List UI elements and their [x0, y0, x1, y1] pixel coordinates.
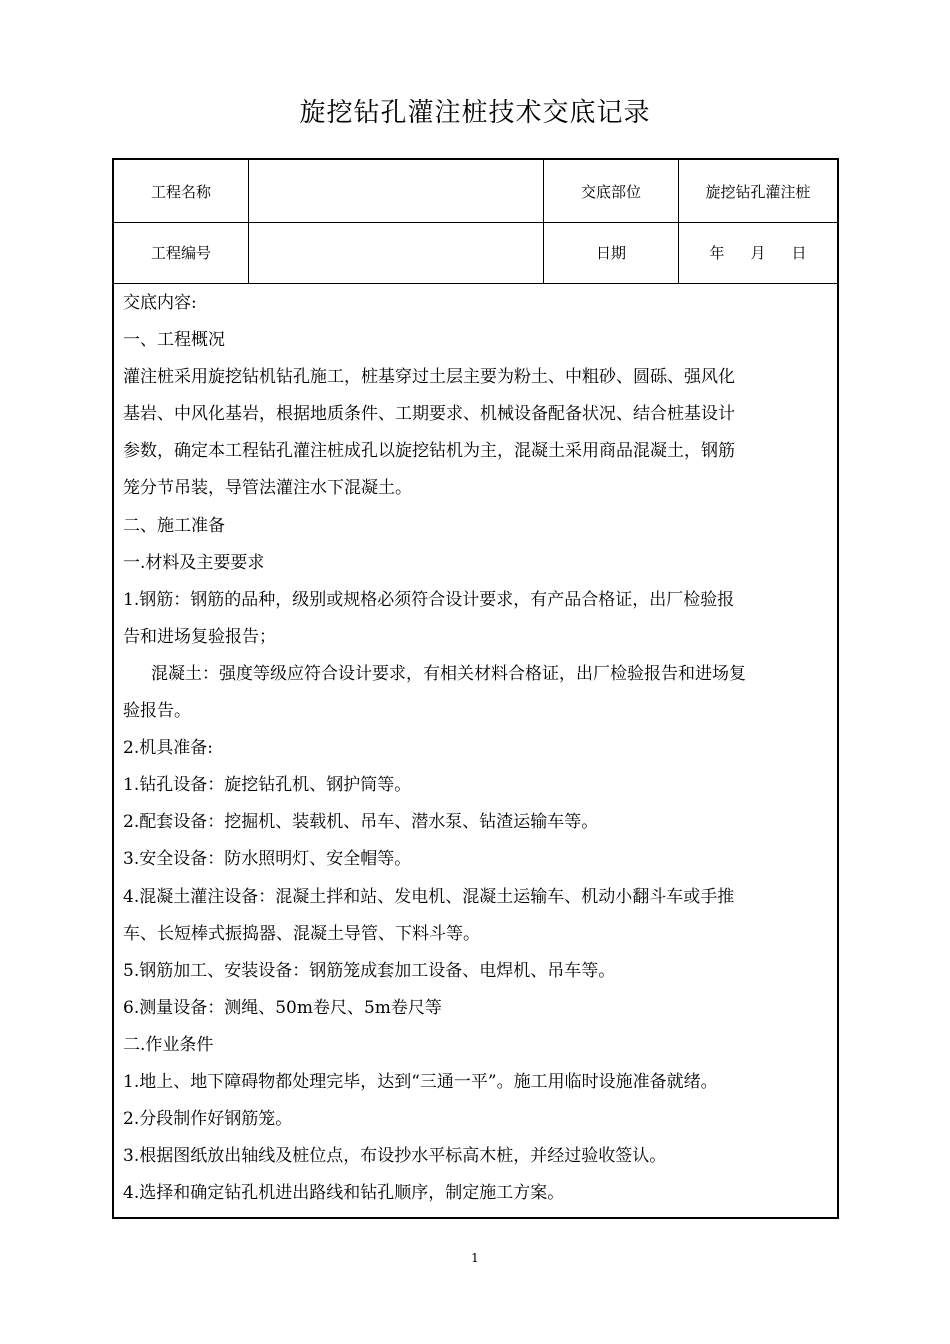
content-line: 验报告。: [123, 701, 191, 722]
disclosure-part-value: 旋挖钻孔灌注桩: [705, 182, 811, 201]
project-number-field[interactable]: [249, 222, 544, 283]
header-row-project-name: [114, 160, 837, 223]
disclosure-part-label: 交底部位: [544, 160, 679, 222]
project-name-field[interactable]: [249, 160, 544, 222]
content-line: 3.安全设备：防水照明灯、安全帽等。: [123, 849, 412, 870]
content-line: 灌注桩采用旋挖钻机钻孔施工，桩基穿过土层主要为粉土、中粗砂、圆砾、强风化: [123, 367, 735, 388]
content-line: 6.测量设备：测绳、50m卷尺、5m卷尺等: [123, 997, 442, 1018]
content-line: 混凝土：强度等级应符合设计要求，有相关材料合格证，出厂检验报告和进场复: [151, 663, 746, 684]
page-number: 1: [471, 1251, 479, 1265]
content-line: 参数，确定本工程钻孔灌注桩成孔以旋挖钻机为主，混凝土采用商品混凝土，钢筋: [123, 441, 735, 462]
project-name-label: 工程名称: [114, 160, 249, 222]
content-line: 4.选择和确定钻孔机进出路线和钻孔顺序，制定施工方案。: [123, 1183, 565, 1204]
header-row-project-number: [114, 222, 837, 284]
date-year-label: 年: [709, 244, 725, 262]
content-line: 2.分段制作好钢筋笼。: [123, 1109, 293, 1130]
content-line: 4.混凝土灌注设备：混凝土拌和站、发电机、混凝土运输车、机动小翻斗车或手推: [123, 886, 735, 907]
content-line: 基岩、中风化基岩，根据地质条件、工期要求、机械设备配备状况、结合桩基设计: [123, 404, 735, 425]
content-line: 车、长短棒式振捣器、混凝土导管、下料斗等。: [123, 923, 480, 944]
content-label: 交底内容:: [123, 293, 197, 313]
subsection-heading-materials: 一.材料及主要要求: [123, 552, 265, 573]
content-line: 2.配套设备：挖掘机、装载机、吊车、潜水泵、钻渣运输车等。: [123, 812, 599, 833]
section-heading-preparation: 二、施工准备: [123, 515, 225, 536]
date-label: 日期: [544, 222, 679, 283]
date-month-label: 月: [750, 244, 766, 262]
document-title: 旋挖钻孔灌注桩技术交底记录: [299, 98, 651, 128]
date-field[interactable]: [679, 222, 837, 283]
content-line: 笼分节吊装，导管法灌注水下混凝土。: [123, 478, 412, 499]
project-number-label: 工程编号: [114, 222, 249, 283]
disclosure-content: [123, 285, 826, 1212]
content-line: 1.钻孔设备：旋挖钻孔机、钢护筒等。: [123, 775, 412, 796]
section-heading-overview: 一、工程概况: [123, 330, 225, 351]
date-day-label: 日: [791, 244, 807, 262]
content-line: 3.根据图纸放出轴线及桩位点，布设抄水平标高木桩，并经过验收签认。: [123, 1146, 667, 1167]
subsection-heading-equipment: 2.机具准备:: [123, 738, 213, 759]
disclosure-record-table: [112, 158, 839, 1219]
content-line: 1.钢筋：钢筋的品种，级别或规格必须符合设计要求，有产品合格证，出厂检验报: [123, 589, 735, 610]
content-line: 1.地上、地下障碍物都处理完毕，达到“三通一平”。施工用临时设施准备就绪。: [123, 1071, 718, 1092]
content-line: 告和进场复验报告；: [123, 626, 276, 647]
subsection-heading-work-conditions: 二.作业条件: [123, 1034, 214, 1055]
content-line: 5.钢筋加工、安装设备：钢筋笼成套加工设备、电焊机、吊车等。: [123, 960, 616, 981]
